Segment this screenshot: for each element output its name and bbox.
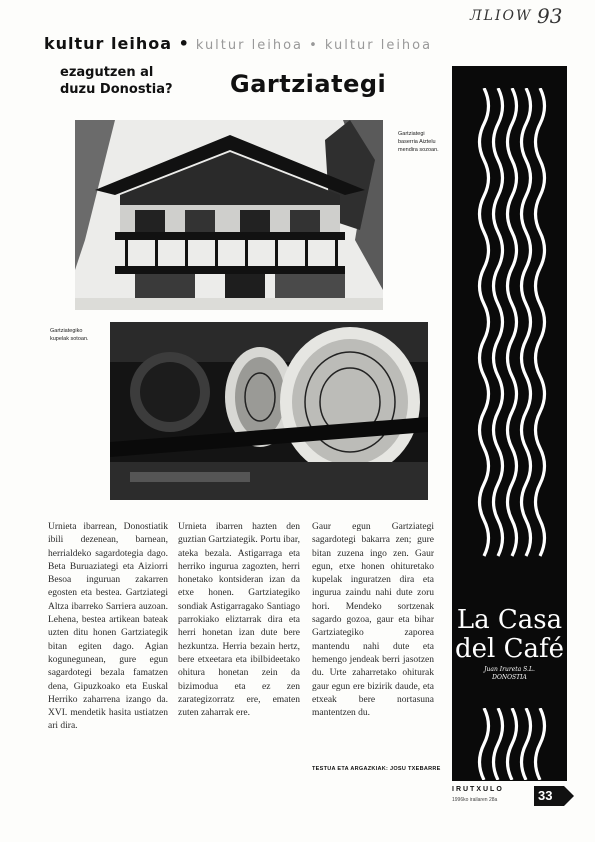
article-column-1: Urnieta ibarrean, Donostiatik ibili dezenean, barnean, herrialdeko sagardotegia dago. Beta Buruaziategi eta Aiziorri Besoa inguruan zakarren egosten eta bestea. Gartziategi Altza ibarreko Sarriera auzoan. Lehena, bestea artikean bateak uzten ditu honen Gartziategik bitan egiten dago. Agian kogunegunean, gure egun sagardotegi bezala famatzen dena, Gipuzkoako eta Euskal Herriko zaharrena izango da. XVI. mendetik hasita ustiatzen ari dira. <box>48 522 168 732</box>
article-credit: TESTUA ETA ARGAZKIAK: JOSU TXEBARRE <box>312 766 441 772</box>
issue-date: 1996ko irailaren 28a <box>452 797 498 803</box>
cafe-advertisement <box>452 66 567 781</box>
farmhouse-photo <box>75 120 383 310</box>
magazine-name: IRUTXULO <box>452 786 504 793</box>
cafe-city: DONOSTIA <box>492 674 527 681</box>
page-number-tab <box>534 786 574 806</box>
section-banner <box>44 34 566 56</box>
handwritten-page-number: 93 <box>537 4 563 28</box>
cider-barrels-photo <box>110 322 428 500</box>
article-column-3: Gaur egun Gartziategi sagardotegi bakarra zen; gure bitan zuzena ingo zen. Gaur egun, etxe honen ohituretako kupelak inguratzen dira eta ingurua zaindu nahi dute zoru hori. Mendeko sortzenak sagardo gozoa, gaur eta bihar Gartziategiko zaporea mantendu nahi dute eta hemengo jendeak berri jasotzen du. Urte zaharretako ohiturak gaur egun ere bizirik daude, eta etxeak bere nortasuna mantentzen du. <box>312 522 434 719</box>
cafe-name-line-1: La Casa <box>456 605 563 635</box>
banner-title: kultur leihoa • <box>44 34 190 53</box>
wavy-lines-bottom-graphic <box>452 708 567 780</box>
farmhouse-photo-caption: Gartziategi baserria Aiztelu mendira sozoan. <box>398 131 439 153</box>
intro-line-1: ezagutzen al <box>60 65 154 80</box>
cafe-name-line-2: del Café <box>454 634 564 664</box>
wavy-lines-top-graphic <box>452 88 567 558</box>
intro-question <box>60 64 200 98</box>
intro-line-2: duzu Donostia? <box>60 82 173 97</box>
handwritten-header-note: ЛLIOW <box>470 8 533 24</box>
cafe-name <box>452 606 567 664</box>
cafe-owner-name: Juan Irureta S.L. <box>484 666 535 673</box>
barrels-photo-caption: Gartziategiko kupelak sotoan. <box>50 328 89 342</box>
banner-repeat: kultur leihoa • kultur leihoa <box>195 38 433 53</box>
article-title: Gartziategi <box>230 70 387 98</box>
cafe-owner <box>452 666 567 682</box>
page-number: 33 <box>538 788 553 803</box>
article-column-2: Urnieta ibarren hazten den guztian Gartziategik. Portu ibar, ateka bezala. Astigarraga eta herriko ingurua zagozten, herri honetako kontsideran izan da etxe honen. Gartziategiko sondiak Astigarragako Santiago parrokiako eliztarrak dira eta herri honetan izan dute bere hezkuntza. Herria bezain hertz, bere etxeetara eta ibilbideetako ohitura honetan zein da bizimodua eta ez zen zarategizorratz ere, ematen zuten zaharrak ere. <box>178 522 300 719</box>
